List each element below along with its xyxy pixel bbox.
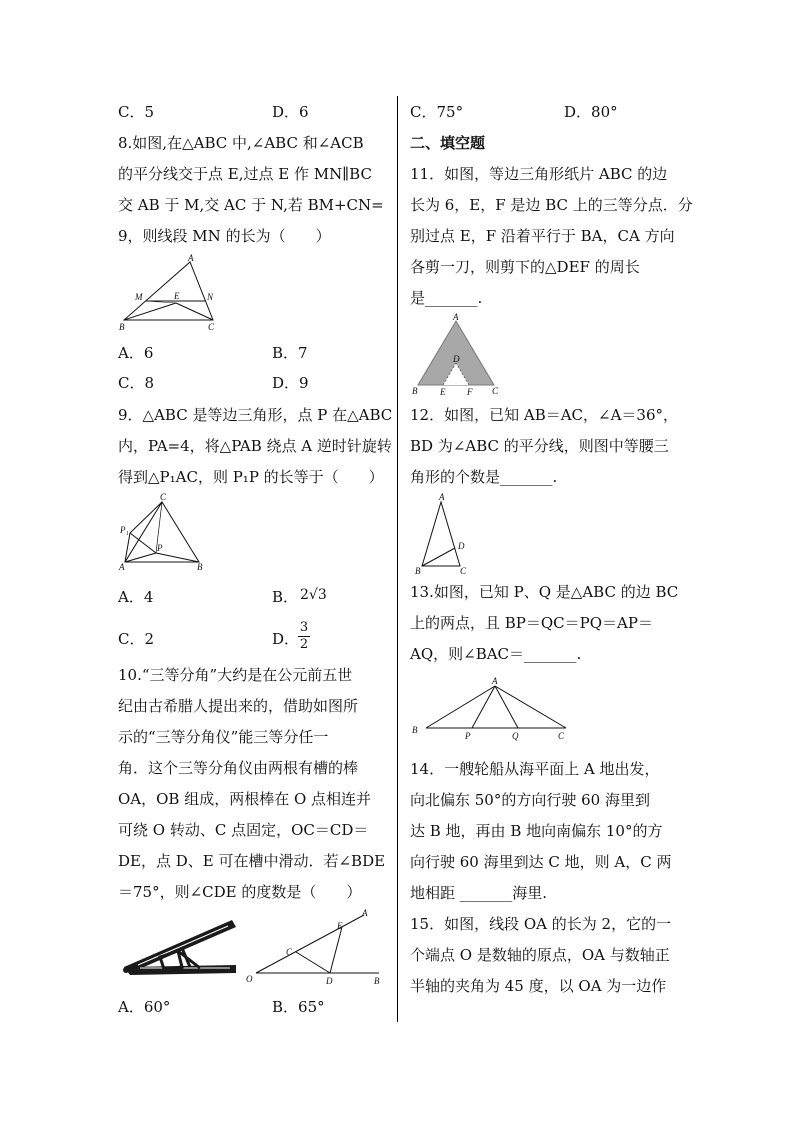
q15-line-3: 半轴的夹角为 45 度，以 OA 为一边作	[410, 977, 667, 995]
q14-line-4: 向行驶 60 海里到达 C 地，则 A，C 两	[410, 853, 672, 871]
q14-line-3: 达 B 地，再由 B 地向南偏东 10°的方	[410, 822, 663, 840]
q9-line-3: 得到△P₁AC，则 P₁P 的长等于（ ）	[118, 468, 384, 486]
q12-line-3: 角形的个数是_______.	[410, 468, 558, 486]
q8-option-b: B．7	[272, 344, 308, 362]
q15-line-1: 15．如图，线段 OA 的长为 2，它的一	[410, 915, 672, 933]
q11-label-b: B	[412, 386, 418, 396]
q9-option-d-fraction	[298, 621, 310, 652]
q11-label-c: C	[492, 386, 499, 396]
q11-line-4: 各剪一刀，则剪下的△DEF 的周长	[410, 258, 640, 276]
q11-figure	[408, 312, 508, 400]
q12-line-1: 12．如图，已知 AB＝AC，∠A＝36°，	[410, 406, 679, 424]
q9-option-a: A．4	[118, 588, 154, 606]
q8-line-1: 8.如图,在△ABC 中,∠ABC 和∠ACB	[118, 134, 364, 152]
q13-line-3: AQ，则∠BAC＝_______.	[410, 645, 582, 663]
q12-label-b: B	[415, 566, 421, 576]
q13-label-p: P	[465, 731, 471, 741]
q12-label-c: C	[460, 566, 467, 576]
q9-frac-numerator: 3	[299, 620, 309, 635]
q10-line-2: 纪由古希腊人提出来的，借助如图所	[118, 697, 359, 715]
q9-option-d: D．	[272, 630, 300, 648]
q11-line-3: 别过点 E，F 沿着平行于 BA，CA 方向	[410, 227, 675, 245]
q9-label-c: C	[160, 492, 167, 502]
q13-line-2: 上的两点，且 BP＝QC＝PQ＝AP＝	[410, 614, 653, 632]
q10-label-c: C	[286, 947, 293, 957]
q10-line-4: 角．这个三等分角仪由两根有槽的棒	[118, 759, 359, 777]
q10-line-1: 10.“三等分角”大约是在公元前五世	[118, 666, 353, 684]
q10-figure	[244, 910, 389, 990]
q8-label-m: M	[135, 292, 143, 302]
q9-figure	[118, 492, 213, 575]
q9-label-b: B	[197, 562, 203, 572]
q7-option-d: D．6	[272, 103, 309, 121]
q12-label-d: D	[458, 541, 465, 551]
q9-line-2: 内，PA=4，将△PAB 绕点 A 逆时针旋转	[118, 437, 392, 455]
q9-label-p: P	[157, 543, 163, 553]
q9-line-1: 9．△ABC 是等边三角形，点 P 在△ABC	[118, 406, 393, 424]
q9-frac-denominator: 2	[299, 637, 309, 652]
q13-label-q: Q	[512, 731, 519, 741]
q11-label-a: A	[453, 312, 459, 322]
q8-figure	[118, 255, 228, 335]
q8-option-a: A．6	[118, 344, 154, 362]
q14-line-2: 向北偏东 50°的方向行驶 60 海里到	[410, 791, 650, 809]
q12-line-2: BD 为∠ABC 的平分线，则图中等腰三	[410, 437, 669, 455]
q13-label-a: A	[492, 676, 498, 686]
q10-option-b: B．65°	[272, 998, 325, 1016]
section-title: 二、填空题	[410, 134, 486, 152]
q8-label-n: N	[207, 292, 214, 302]
q10-label-e: E	[337, 921, 343, 931]
q8-label-c: C	[208, 322, 215, 332]
q11-line-1: 11．如图，等边三角形纸片 ABC 的边	[410, 165, 668, 183]
q7-option-c: C．5	[118, 103, 155, 121]
q10-option-d: D．80°	[564, 103, 618, 121]
q8-option-d: D．9	[272, 374, 309, 392]
q8-line-2: 的平分线交于点 E,过点 E 作 MN∥BC	[118, 165, 372, 183]
q9-option-b: B．	[272, 588, 299, 606]
q10-option-c: C．75°	[410, 103, 464, 121]
q12-label-a: A	[439, 492, 445, 502]
q13-line-1: 13.如图，已知 P、Q 是△ABC 的边 BC	[410, 583, 679, 601]
q14-line-5: 地相距 _______海里.	[410, 884, 548, 902]
q15-line-2: 个端点 O 是数轴的原点，OA 与数轴正	[410, 946, 670, 964]
column-divider	[397, 96, 398, 1022]
q12-figure	[412, 490, 477, 575]
q8-option-c: C．8	[118, 374, 155, 392]
q10-line-5: OA，OB 组成，两根棒在 O 点相连并	[118, 790, 372, 808]
q10-label-o: O	[246, 974, 253, 984]
q13-label-c: C	[558, 731, 565, 741]
q8-label-e: E	[174, 291, 180, 301]
q10-line-6: 可绕 O 转动、C 点固定，OC＝CD＝	[118, 821, 369, 839]
q9-label-p1: P₁	[120, 525, 129, 535]
q10-line-3: 示的“三等分角仪”能三等分任一	[118, 728, 329, 746]
q11-label-d: D	[453, 354, 460, 364]
q8-label-b: B	[119, 322, 125, 332]
q10-label-b: B	[374, 976, 380, 986]
q10-option-a: A．60°	[118, 998, 171, 1016]
q9-option-c: C．2	[118, 630, 155, 648]
q14-line-1: 14．一艘轮船从海平面上 A 地出发，	[410, 760, 660, 778]
q11-line-2: 长为 6，E，F 是边 BC 上的三等分点．分	[410, 196, 693, 214]
q10-line-7: DE，点 D、E 可在槽中滑动．若∠BDE	[118, 852, 386, 870]
q11-line-5: 是_______.	[410, 289, 483, 307]
q8-line-4: 9，则线段 MN 的长为（ ）	[118, 227, 331, 245]
q8-line-3: 交 AB 于 M,交 AC 于 N,若 BM+CN=	[118, 196, 384, 214]
q11-label-f: F	[467, 387, 473, 397]
q9-option-b-value: 2√3	[300, 587, 327, 603]
q11-label-e: E	[440, 387, 446, 397]
q13-label-b: B	[412, 725, 418, 735]
q8-label-a: A	[188, 253, 194, 263]
q10-line-8: ＝75°，则∠CDE 的度数是（ ）	[118, 883, 362, 901]
q9-label-a: A	[119, 562, 125, 572]
q13-figure	[408, 672, 578, 742]
trisector-device-picture	[120, 915, 240, 980]
q10-label-d: D	[326, 976, 333, 986]
q10-label-a: A	[362, 908, 368, 918]
